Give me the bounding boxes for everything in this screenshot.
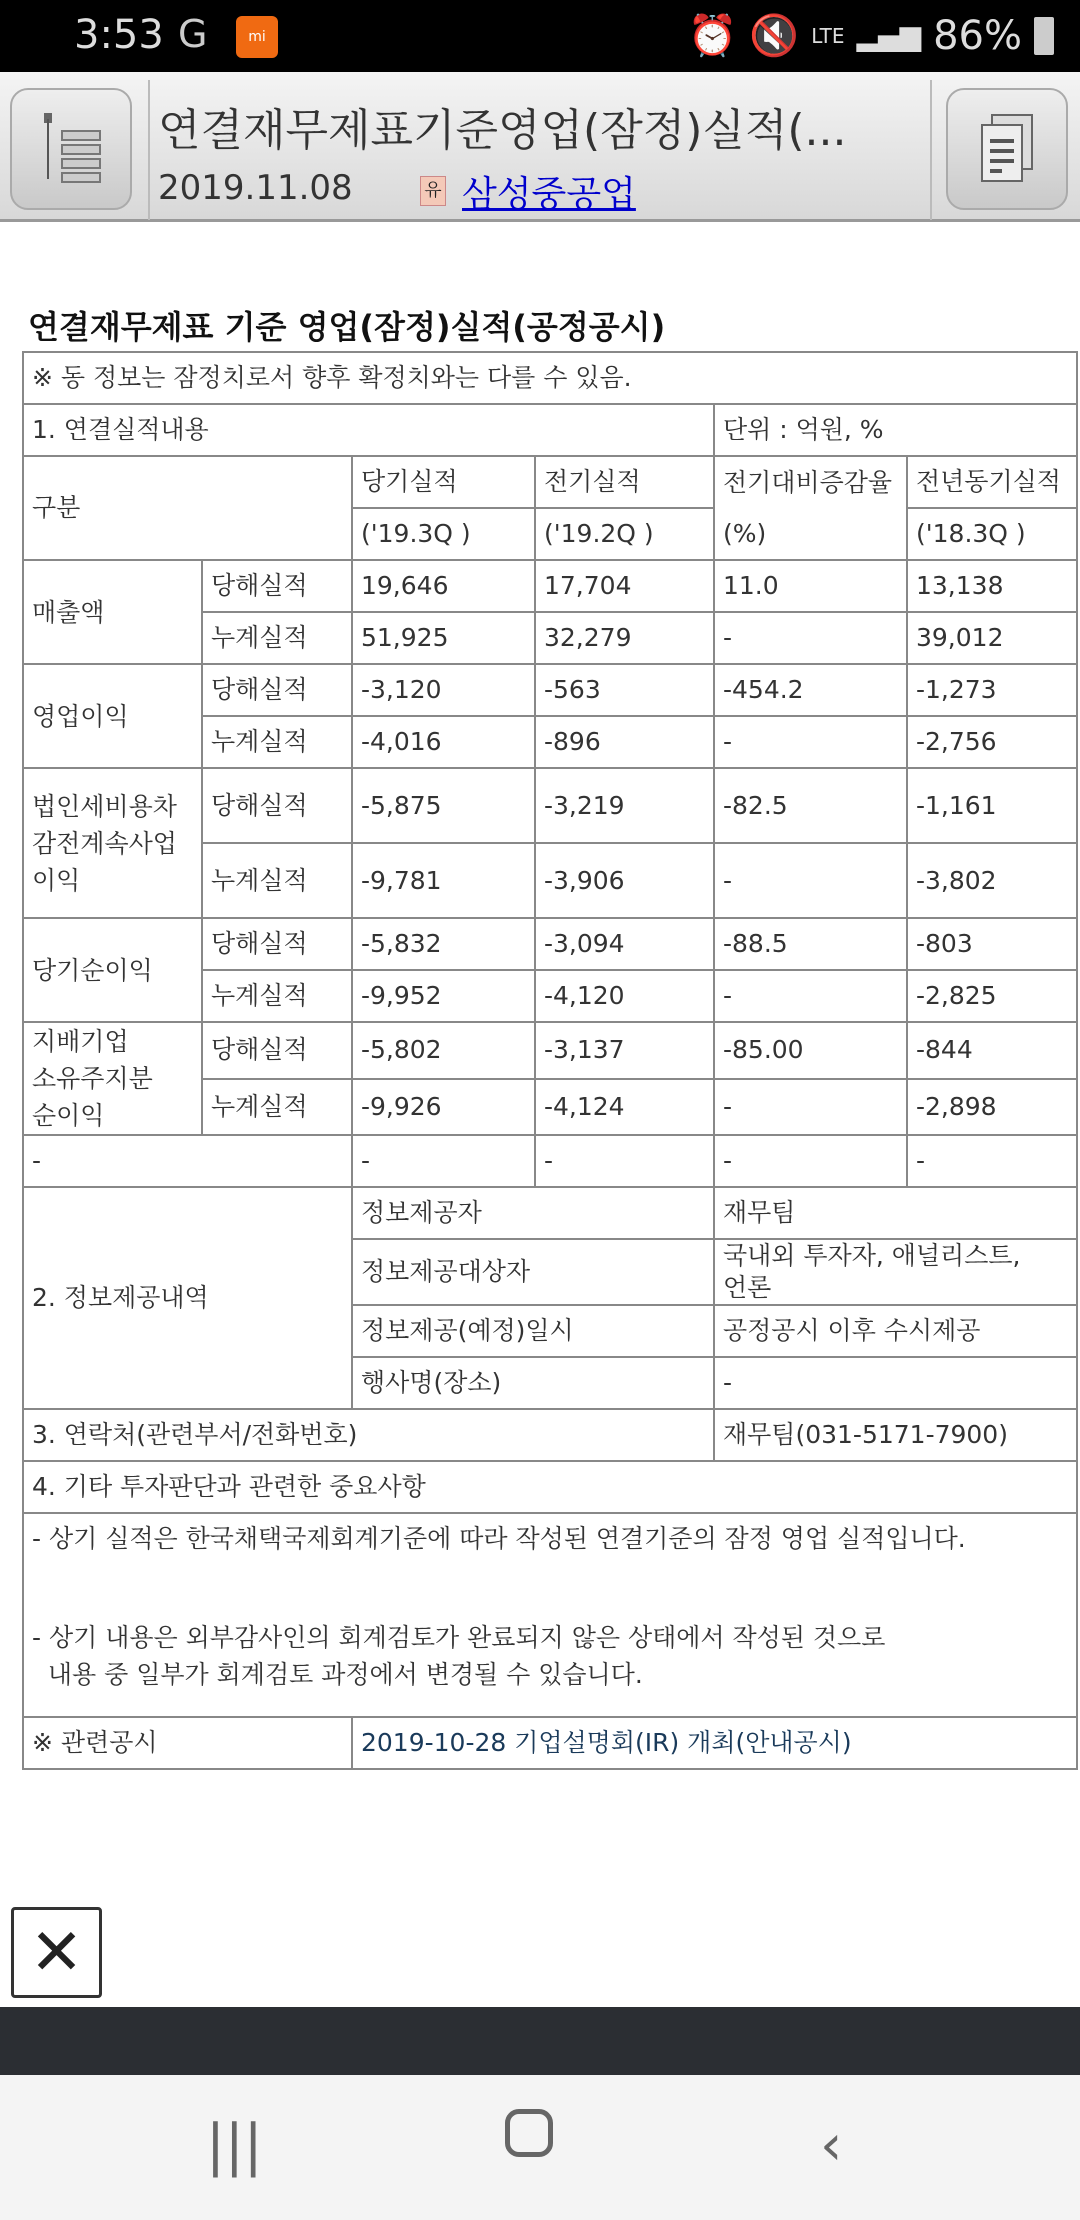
info-value: 공정공시 이후 수시제공 <box>714 1305 1077 1357</box>
note-line: - 상기 실적은 한국채택국제회계기준에 따라 작성된 연결기준의 잠정 영업 실적입니다. <box>32 1524 966 1553</box>
battery-percent: 86% <box>933 12 1022 59</box>
value-cell: -844 <box>907 1022 1077 1079</box>
value-cell: -2,825 <box>907 970 1077 1022</box>
value-cell: -896 <box>535 716 714 768</box>
value-cell: -9,781 <box>352 843 535 918</box>
col-yoy: 전년동기실적 <box>907 456 1077 508</box>
dash-cell: - <box>535 1135 714 1187</box>
info-key: 정보제공자 <box>352 1187 714 1239</box>
tree-list-icon <box>36 109 106 189</box>
mi-app-icon: mi <box>236 16 278 58</box>
value-cell: - <box>714 1079 907 1136</box>
col-change-sub: (%) <box>714 508 907 560</box>
value-cell: -803 <box>907 918 1077 970</box>
row-period: 누계실적 <box>202 1079 352 1136</box>
value-cell: -4,124 <box>535 1079 714 1136</box>
note-line: - 상기 내용은 외부감사인의 회계검토가 완료되지 않은 상태에서 작성된 것으로 <box>32 1623 886 1652</box>
value-cell: -5,832 <box>352 918 535 970</box>
value-cell: -3,094 <box>535 918 714 970</box>
value-cell: 19,646 <box>352 560 535 612</box>
col-previous: 전기실적 <box>535 456 714 508</box>
back-icon[interactable]: ‹ <box>820 2113 843 2178</box>
dash-cell: - <box>714 1135 907 1187</box>
col-previous-sub: ('19.2Q ) <box>535 508 714 560</box>
header-title: 연결재무제표기준영업(잠정)실적(... <box>158 105 847 156</box>
value-cell: 51,925 <box>352 612 535 664</box>
market-badge: 유 <box>420 176 446 206</box>
header-date: 2019.11.08 <box>158 168 353 208</box>
disclosure-table <box>22 351 1078 1770</box>
value-cell: 11.0 <box>714 560 907 612</box>
section2-label: 2. 정보제공내역 <box>23 1187 352 1409</box>
table-row <box>23 1022 1077 1079</box>
close-icon: ✕ <box>29 1916 84 1990</box>
dash-cell: - <box>23 1135 352 1187</box>
value-cell: - <box>714 612 907 664</box>
row-period: 당해실적 <box>202 1022 352 1079</box>
section1-label: 1. 연결실적내용 <box>23 404 714 456</box>
table-row <box>23 560 1077 612</box>
section3-label: 3. 연락처(관련부서/전화번호) <box>23 1409 714 1461</box>
table-row <box>23 768 1077 843</box>
system-nav-bar <box>0 2075 1080 2220</box>
col-category: 구분 <box>23 456 352 560</box>
contact-value: 재무팀(031-5171-7900) <box>714 1409 1077 1461</box>
value-cell: 13,138 <box>907 560 1077 612</box>
info-key: 정보제공대상자 <box>352 1239 714 1305</box>
value-cell: -4,120 <box>535 970 714 1022</box>
value-cell: -3,906 <box>535 843 714 918</box>
app-header <box>0 72 1080 222</box>
related-label: ※ 관련공시 <box>23 1717 352 1769</box>
value-cell: -2,898 <box>907 1079 1077 1136</box>
info-value: 재무팀 <box>714 1187 1077 1239</box>
value-cell: -2,756 <box>907 716 1077 768</box>
value-cell: - <box>714 843 907 918</box>
row-item: 당기순이익 <box>23 918 202 1022</box>
value-cell: - <box>714 970 907 1022</box>
value-cell: -1,161 <box>907 768 1077 843</box>
dash-cell: - <box>352 1135 535 1187</box>
value-cell: -85.00 <box>714 1022 907 1079</box>
value-cell: -3,137 <box>535 1022 714 1079</box>
value-cell: -88.5 <box>714 918 907 970</box>
row-period: 누계실적 <box>202 612 352 664</box>
value-cell: -82.5 <box>714 768 907 843</box>
value-cell: -3,802 <box>907 843 1077 918</box>
documents-icon <box>972 109 1042 189</box>
bottom-bar <box>0 2007 1080 2075</box>
row-period: 당해실적 <box>202 918 352 970</box>
row-item: 법인세비용차감전계속사업이익 <box>23 768 202 918</box>
value-cell: -3,219 <box>535 768 714 843</box>
dash-cell: - <box>907 1135 1077 1187</box>
tree-menu-button[interactable] <box>10 88 132 210</box>
info-key: 행사명(장소) <box>352 1357 714 1409</box>
notice-text: ※ 동 정보는 잠정치로서 향후 확정치와는 다를 수 있음. <box>23 352 1077 404</box>
value-cell: -9,926 <box>352 1079 535 1136</box>
value-cell: 39,012 <box>907 612 1077 664</box>
note-line: 내용 중 일부가 회계검토 과정에서 변경될 수 있습니다. <box>32 1660 643 1689</box>
value-cell: 32,279 <box>535 612 714 664</box>
table-row <box>23 918 1077 970</box>
row-item: 영업이익 <box>23 664 202 768</box>
related-disclosure-link[interactable]: 2019-10-28 기업설명회(IR) 개최(안내공시) <box>352 1717 1077 1769</box>
value-cell: -454.2 <box>714 664 907 716</box>
col-current-sub: ('19.3Q ) <box>352 508 535 560</box>
company-link[interactable]: 삼성중공업 <box>462 174 636 215</box>
g-icon: G <box>178 12 208 56</box>
alarm-icon: ⏰ <box>687 13 738 59</box>
recent-apps-icon[interactable]: ||| <box>206 2113 263 2178</box>
mute-icon: 🔇 <box>749 13 800 59</box>
row-period: 당해실적 <box>202 560 352 612</box>
value-cell: -563 <box>535 664 714 716</box>
info-value: - <box>714 1357 1077 1409</box>
table-row <box>23 664 1077 716</box>
value-cell: -4,016 <box>352 716 535 768</box>
value-cell: -1,273 <box>907 664 1077 716</box>
col-current: 당기실적 <box>352 456 535 508</box>
unit-label: 단위 : 억원, % <box>714 404 1077 456</box>
row-period: 당해실적 <box>202 664 352 716</box>
status-time: 3:53 <box>74 12 164 58</box>
status-bar <box>0 0 1080 72</box>
col-change: 전기대비증감율 <box>714 456 907 508</box>
value-cell: -5,875 <box>352 768 535 843</box>
close-button[interactable] <box>11 1907 102 1998</box>
value-cell: - <box>714 716 907 768</box>
battery-icon <box>1034 17 1054 55</box>
divider <box>148 80 150 220</box>
row-item: 매출액 <box>23 560 202 664</box>
home-icon[interactable] <box>505 2109 553 2157</box>
section4-label: 4. 기타 투자판단과 관련한 중요사항 <box>23 1461 1077 1513</box>
value-cell: -9,952 <box>352 970 535 1022</box>
info-value: 국내외 투자자, 애널리스트, 언론 <box>714 1239 1077 1305</box>
documents-button[interactable] <box>946 88 1068 210</box>
info-key: 정보제공(예정)일시 <box>352 1305 714 1357</box>
lte-label: LTE <box>811 23 845 48</box>
value-cell: 17,704 <box>535 560 714 612</box>
row-period: 누계실적 <box>202 970 352 1022</box>
col-yoy-sub: ('18.3Q ) <box>907 508 1077 560</box>
row-period: 누계실적 <box>202 843 352 918</box>
row-period: 당해실적 <box>202 768 352 843</box>
divider <box>930 80 932 220</box>
page-title: 연결재무제표 기준 영업(잠정)실적(공정공시) <box>28 308 666 346</box>
row-item: 지배기업 소유주지분 순이익 <box>23 1022 202 1135</box>
value-cell: -5,802 <box>352 1022 535 1079</box>
signal-icon: ▂▄▆ <box>856 19 922 52</box>
row-period: 누계실적 <box>202 716 352 768</box>
notes-cell <box>23 1513 1077 1717</box>
value-cell: -3,120 <box>352 664 535 716</box>
